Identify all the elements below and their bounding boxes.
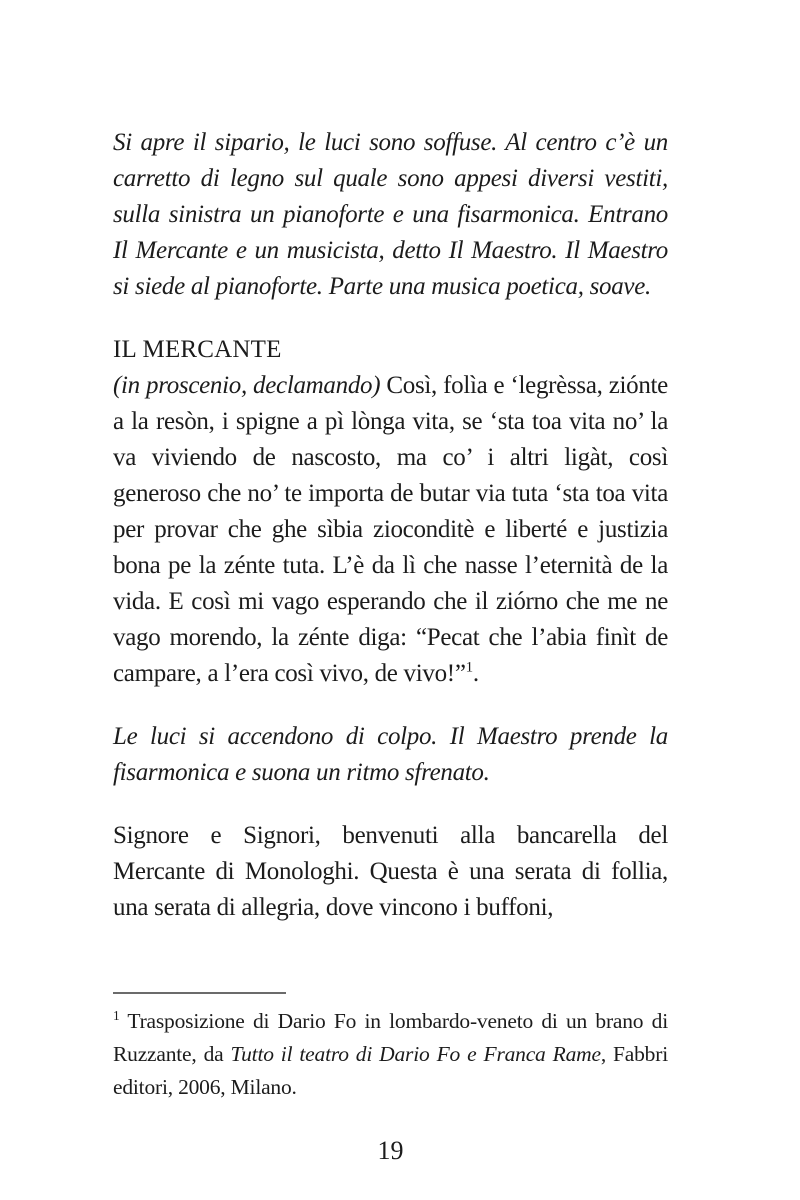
stage-direction-lights: Le luci si accendono di colpo. Il Maestro prende la fisarmonica e suona un ritmo sfrenato. (113, 723, 668, 786)
dialogue-closing-period: . (472, 660, 479, 687)
inline-stage-note: (in proscenio, declamando) (113, 372, 381, 399)
footnote-text-after: , Fabbri editori, 2006, Milano. (113, 1042, 668, 1099)
dialogue-paragraph (113, 368, 668, 692)
footnote-area (113, 992, 668, 1104)
footnote-book-title: Tutto il teatro di Dario Fo e Franca Rame (230, 1042, 601, 1066)
character-name: IL MERCANTE (113, 336, 282, 363)
speech-block (113, 332, 668, 692)
stage-direction-opening: Si apre il sipario, le luci sono soffuse. Al centro c’è un carretto di legno sul quale sono appesi diversi vestiti, sulla sinistra un pianoforte e una fisarmonica. Entrano Il Mercante e un musicista, detto Il Maestro. Il Maestro si siede al pianoforte. Parte una musica poetica, soave. (113, 129, 668, 300)
footnote-reference: 1 (465, 659, 473, 676)
footnote (113, 1005, 668, 1104)
footnote-text-before: Trasposizione di Dario Fo in lombardo-veneto di un brano di Ruzzante, da (113, 1009, 668, 1066)
dialogue-text: Così, folìa e ‘legrèssa, ziónte a la resòn, i spigne a pì lònga vita, se ‘sta toa vita no’ la va viviendo de nascosto, ma co’ i altri ligàt, così generoso che no’ te importa de butar via tuta ‘sta toa vita per provar che ghe sìbia zioconditè e liberté e justizia bona pe la zénte tuta. L’è da lì che nasse l’eternità de la vida. E così mi vago esperando che il ziórno che me ne vago morendo, la zénte diga: “Pecat che l’abia finìt de campare, a l’era così vivo, de vivo!” (113, 372, 668, 687)
footnote-marker: 1 (113, 1007, 120, 1023)
footnote-rule (113, 992, 286, 994)
page-number: 19 (377, 1136, 404, 1165)
page-body (113, 125, 668, 926)
body-paragraph: Signore e Signori, benvenuti alla bancarella del Mercante di Monologhi. Questa è una serata di follia, una serata di allegria, dove vincono i buffoni, (113, 822, 668, 921)
